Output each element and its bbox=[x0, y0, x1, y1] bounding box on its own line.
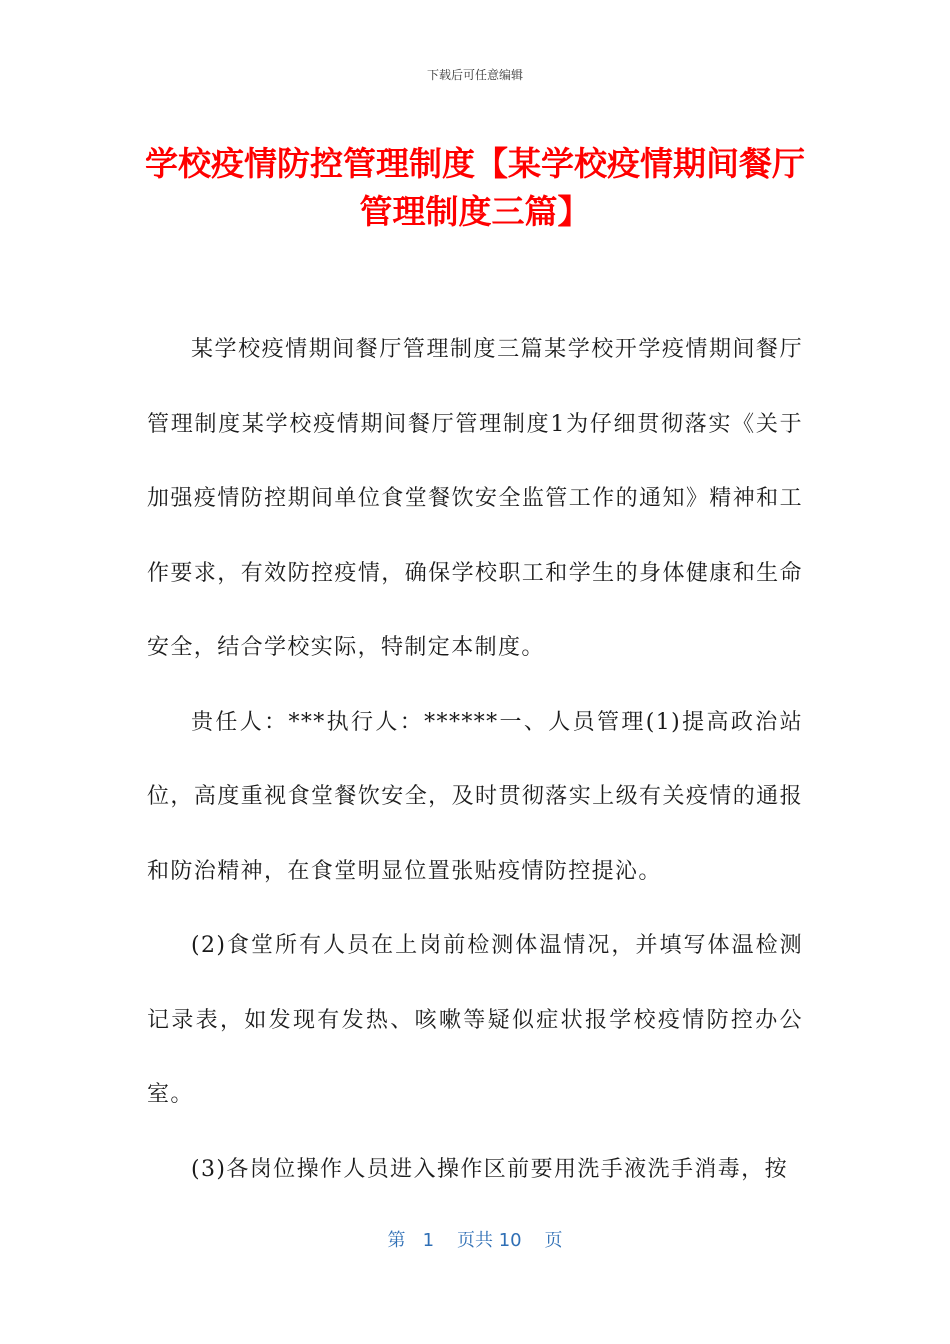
footer-page-prefix: 第 bbox=[387, 1230, 406, 1251]
footer-total-pages: 10 bbox=[498, 1230, 522, 1251]
footer-page-middle: 页共 bbox=[456, 1230, 493, 1251]
header-note: 下载后可任意编辑 bbox=[426, 68, 523, 82]
body-paragraph: (2)食堂所有人员在上岗前检测体温情况，并填写体温检测记录表，如发现有发热、咳嗽等疑似症状报学校疫情防控办公室。 bbox=[147, 933, 803, 1107]
page-footer bbox=[0, 1226, 950, 1252]
body-paragraph: 某学校疫情期间餐厅管理制度三篇某学校开学疫情期间餐厅管理制度某学校疫情期间餐厅管理制度1为仔细贯彻落实《关于加强疫情防控期间单位食堂餐饮安全监管工作的通知》精神和工作要求，有效防控疫情，确保学校职工和学生的身体健康和生命安全，结合学校实际，特制定本制度。 bbox=[147, 337, 803, 660]
footer-page-number: 1 bbox=[422, 1230, 435, 1251]
body-paragraph: (3)各岗位操作人员进入操作区前要用洗手液洗手消毒，按 bbox=[191, 1156, 788, 1182]
document-body bbox=[147, 313, 803, 1207]
body-paragraph: 贵任人：***执行人：******一、人员管理(1)提高政治站位，高度重视食堂餐饮安全，及时贯彻落实上级有关疫情的通报和防治精神，在食堂明显位置张贴疫情防控提沁。 bbox=[147, 709, 803, 884]
footer-page-suffix: 页 bbox=[544, 1230, 563, 1251]
document-title: 学校疫情防控管理制度【某学校疫情期间餐厅管理制度三篇】 bbox=[145, 144, 805, 231]
